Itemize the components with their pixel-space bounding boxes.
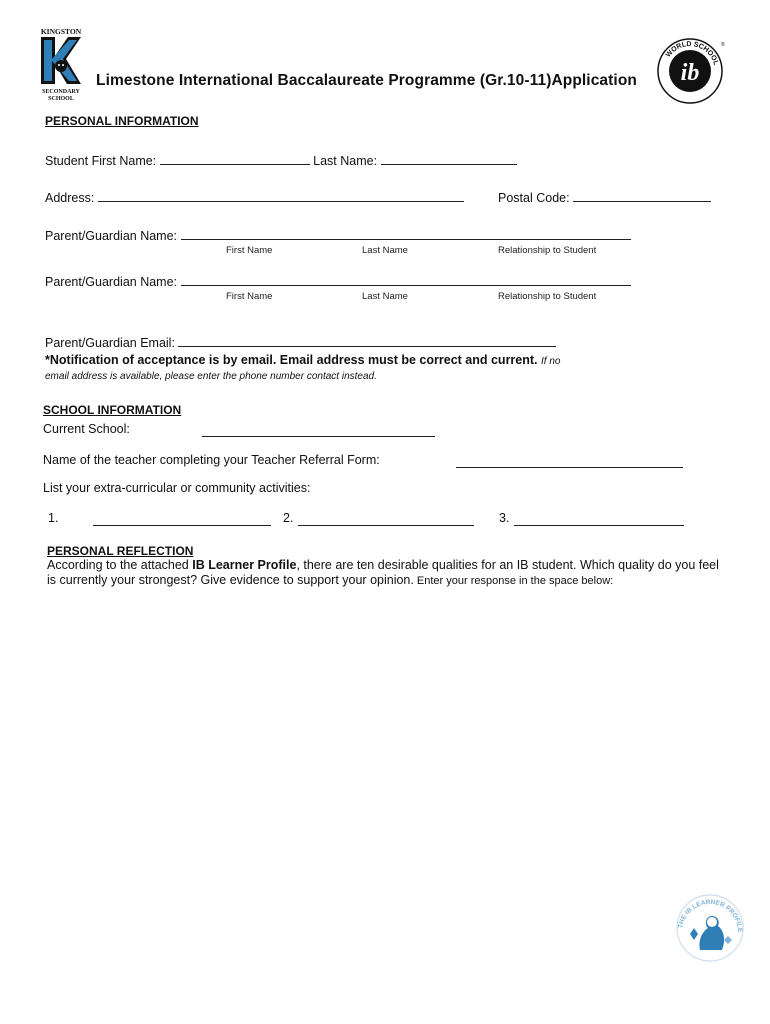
svg-text:SCHOOL: SCHOOL [48, 96, 74, 102]
ib-world-school-logo [655, 36, 725, 106]
first-name-field[interactable] [160, 152, 310, 165]
guardian-2-label: Parent/Guardian Name: [45, 275, 178, 289]
postal-row [498, 189, 711, 205]
activity-1-wrap [93, 513, 271, 531]
email-notice-italic-2: email address is available, please enter the phone number contact instead. [45, 371, 377, 382]
last-name-label: Last Name: [313, 154, 378, 168]
first-name-row [45, 152, 517, 168]
address-field[interactable] [98, 189, 464, 202]
guardian-2-field[interactable] [181, 273, 631, 286]
address-label: Address: [45, 191, 95, 205]
current-school-field-wrap [202, 424, 435, 442]
guardian-email-field[interactable] [178, 334, 556, 347]
teacher-label: Name of the teacher completing your Teacher Referral Form: [43, 453, 380, 467]
svg-text:®: ® [721, 42, 725, 48]
kingston-school-logo [38, 26, 84, 102]
teacher-field-wrap [456, 455, 683, 473]
first-name-label: Student First Name: [45, 154, 157, 168]
reflection-text-tail: Enter your response in the space below: [413, 575, 614, 587]
reflection-text-2: , there are ten desirable qualities for an IB student. Which quality do you feel is currently your strongest? Give evidence to support your opinion. [47, 558, 719, 587]
ib-learner-profile-logo [674, 892, 746, 964]
guardian-1-sub-last: Last Name [362, 245, 408, 256]
reflection-response-area[interactable] [45, 600, 725, 880]
activity-3-field[interactable] [514, 513, 684, 526]
activity-1-number: 1. [48, 511, 59, 525]
ib-logo-text: WORLD SCHOOL [664, 40, 720, 67]
reflection-prompt [47, 558, 727, 589]
guardian-1-sub-first: First Name [226, 245, 273, 256]
page-title: Limestone International Baccalaureate Programme (Gr.10-11)Application [96, 72, 637, 89]
email-notice-italic-1: If no [541, 356, 561, 367]
svg-text:ib: ib [680, 60, 700, 86]
guardian-2-row [45, 273, 631, 289]
current-school-label: Current School: [43, 422, 130, 436]
guardian-1-field[interactable] [181, 227, 631, 240]
reflection-text-1: According to the attached [47, 558, 193, 572]
activity-2-number: 2. [283, 511, 294, 525]
guardian-2-sub-last: Last Name [362, 291, 408, 302]
activity-3-wrap [514, 513, 684, 531]
guardian-1-row [45, 227, 631, 243]
school-info-heading: SCHOOL INFORMATION [43, 403, 182, 417]
guardian-2-sub-first: First Name [226, 291, 273, 302]
activity-3-number: 3. [499, 511, 510, 525]
postal-label: Postal Code: [498, 191, 570, 205]
guardian-2-sub-relationship: Relationship to Student [498, 291, 597, 302]
postal-field[interactable] [573, 189, 711, 202]
activity-2-wrap [298, 513, 474, 531]
reflection-text-bold: IB Learner Profile [192, 558, 297, 572]
learner-logo-text: THE IB LEARNER PROFILE [677, 898, 744, 933]
reflection-heading: PERSONAL REFLECTION [47, 544, 194, 558]
last-name-field[interactable] [381, 152, 517, 165]
address-row [45, 189, 464, 205]
guardian-1-label: Parent/Guardian Name: [45, 229, 178, 243]
guardian-email-label: Parent/Guardian Email: [45, 336, 175, 350]
guardian-email-row [45, 334, 556, 350]
activities-label: List your extra-curricular or community activities: [43, 481, 311, 495]
activity-2-field[interactable] [298, 513, 474, 526]
personal-info-heading: PERSONAL INFORMATION [45, 114, 199, 128]
guardian-1-sub-relationship: Relationship to Student [498, 245, 597, 256]
svg-text:SECONDARY: SECONDARY [42, 89, 80, 95]
activity-1-field[interactable] [93, 513, 271, 526]
email-notice-line-1 [45, 353, 560, 367]
current-school-field[interactable] [202, 424, 435, 437]
teacher-field[interactable] [456, 455, 683, 468]
logo-top-text: KINGSTON [40, 27, 82, 36]
email-notice-bold: *Notification of acceptance is by email. Email address must be correct and current. [45, 353, 538, 367]
